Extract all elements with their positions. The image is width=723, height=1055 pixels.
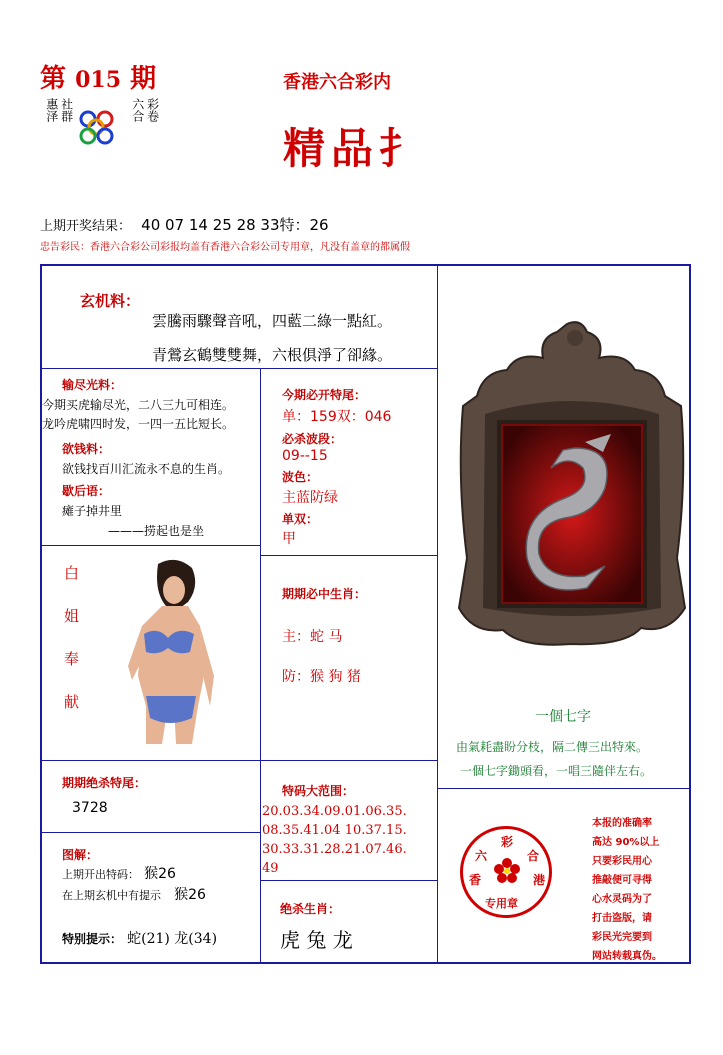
shujin-line1: 今期买虎输尽光，二八三九可相连。	[42, 398, 235, 412]
tema-numbers	[262, 802, 407, 878]
warning-text: 忠告彩民：香港六合彩公司彩报均盖有香港六合彩公司专用章，凡没有盖章的都属假	[40, 242, 410, 253]
tujie-line2-value: 猴26	[174, 887, 206, 903]
tujie-line1	[62, 863, 176, 883]
juesha-label: 绝杀生肖：	[280, 902, 341, 916]
divider	[437, 266, 438, 962]
note-line: 彩民光完要到	[592, 932, 652, 943]
issue-title	[40, 58, 156, 95]
tema-line: 08.35.41.04 10.37.15.	[262, 823, 407, 838]
stamp-bottom-left: 香	[469, 873, 482, 887]
issue-prefix: 第	[40, 64, 67, 94]
juesha-value: 虎 兔 龙	[280, 928, 353, 952]
tema-line: 49	[262, 861, 279, 876]
shujin-line2: 龙吟虎啸四时发，一四一五比短长。	[42, 417, 235, 431]
xuanji-label: 玄机料：	[80, 292, 141, 310]
results-label: 上期开奖结果：	[40, 219, 132, 234]
title-small: 香港六合彩内	[283, 72, 391, 93]
issue-number: 015	[75, 67, 122, 93]
bose-value: 主蓝防绿	[282, 490, 338, 506]
qizi-title: 一個七字	[535, 709, 591, 725]
qizi-line1: 由氣耗盡盼分枝，隔二傳三出特來。	[456, 740, 649, 754]
divider	[260, 368, 261, 962]
tewei-label: 今期必开特尾：	[282, 388, 367, 402]
tujie-line1-value: 猴26	[144, 866, 176, 882]
stamp-left: 六	[475, 849, 488, 863]
tewei-value: 单：159双：046	[282, 409, 392, 425]
stamp-right: 合	[527, 849, 540, 863]
stamp-top: 彩	[501, 835, 514, 849]
tema-label: 特码大范围：	[282, 784, 355, 798]
divider	[42, 545, 260, 546]
title-big: 精品扌	[283, 124, 428, 173]
baijie-char: 白	[64, 564, 80, 582]
results-numbers: 40 07 14 25 28 33特：26	[141, 216, 329, 234]
issue-suffix: 期	[130, 64, 157, 94]
bosha-label: 必杀波段：	[282, 432, 343, 446]
baijie-char: 献	[64, 693, 80, 711]
vertical-right-col1: 六合	[130, 98, 145, 122]
note-line: 本报的准确率	[592, 818, 652, 829]
divider	[42, 368, 438, 369]
baijie-char: 奉	[64, 650, 80, 668]
flower-icon	[493, 857, 521, 885]
divider	[260, 555, 438, 556]
note-line: 高达 90%以上	[592, 837, 660, 848]
bizhong-fang: 防：猴 狗 猪	[282, 669, 361, 685]
bosha-value: 09--15	[282, 448, 328, 464]
official-stamp	[460, 826, 552, 918]
danshuang-value: 甲	[282, 531, 296, 547]
note-line: 网站转载真伪。	[592, 951, 662, 962]
bose-label: 波色：	[282, 470, 319, 484]
stamp-bottom-right: 港	[533, 873, 546, 887]
results-line	[40, 214, 329, 235]
tishi-value: 蛇(21) 龙(34)	[127, 931, 218, 947]
xuanji-line2: 青鶯玄鶴雙雙舞，六根俱淨了卻緣。	[152, 346, 393, 364]
tishi-label: 特别提示：	[62, 932, 123, 946]
yuqian-label: 欲钱料：	[62, 442, 111, 456]
tujie-label: 图解：	[62, 848, 99, 862]
note-line: 打击盗版，请	[592, 913, 652, 924]
stamp-base: 专用章	[485, 897, 518, 910]
vertical-left-text	[44, 98, 73, 122]
xiehouyu-label: 歇后语：	[62, 484, 111, 498]
shujin-label: 输尽光料：	[62, 378, 123, 392]
tujie-line2	[62, 884, 206, 904]
divider	[42, 760, 260, 761]
vertical-left-col2: 社群	[59, 98, 74, 122]
vertical-right-text	[130, 98, 159, 122]
tishi-line	[62, 928, 217, 948]
divider	[42, 832, 260, 833]
baijie-char: 姐	[64, 607, 80, 625]
vertical-right-col2: 彩卷	[145, 98, 160, 122]
vertical-left-col1: 惠泽	[44, 98, 59, 122]
bizhong-label: 期期必中生肖：	[282, 587, 367, 601]
bizhong-zhu: 主：蛇 马	[282, 629, 343, 645]
xuanji-line1: 雲騰雨驟聲音吼，四藍二綠一點紅。	[152, 312, 393, 330]
xiehouyu-line1: 瘫子掉井里	[62, 504, 123, 518]
model-photo	[118, 556, 218, 744]
divider	[260, 880, 438, 881]
tema-line: 20.03.34.09.01.06.35.	[262, 804, 407, 819]
divider	[437, 788, 689, 789]
xiehouyu-line2: ———捞起也是坐	[108, 524, 205, 538]
dragon-frame-image	[455, 318, 687, 650]
tujie-line2-label: 在上期玄机中有提示	[62, 889, 161, 902]
divider	[260, 760, 438, 761]
note-line: 只要彩民用心	[592, 856, 652, 867]
accuracy-note	[592, 814, 662, 966]
rings-logo	[78, 108, 116, 148]
yuqian-text: 欲钱找百川汇流永不息的生肖。	[62, 462, 231, 476]
qizi-line2: 一個七字鋤頭看，一唱三隨伴左右。	[460, 764, 653, 778]
baijie-text	[64, 562, 79, 712]
jueshawei-value: 3728	[72, 800, 108, 816]
jueshawei-label: 期期绝杀特尾：	[62, 776, 147, 790]
note-line: 心水灵码为了	[592, 894, 652, 905]
note-line: 推敲便可寻得	[592, 875, 652, 886]
tujie-line1-label: 上期开出特码：	[62, 868, 139, 881]
tema-line: 30.33.31.28.21.07.46.	[262, 842, 407, 857]
danshuang-label: 单双：	[282, 512, 319, 526]
